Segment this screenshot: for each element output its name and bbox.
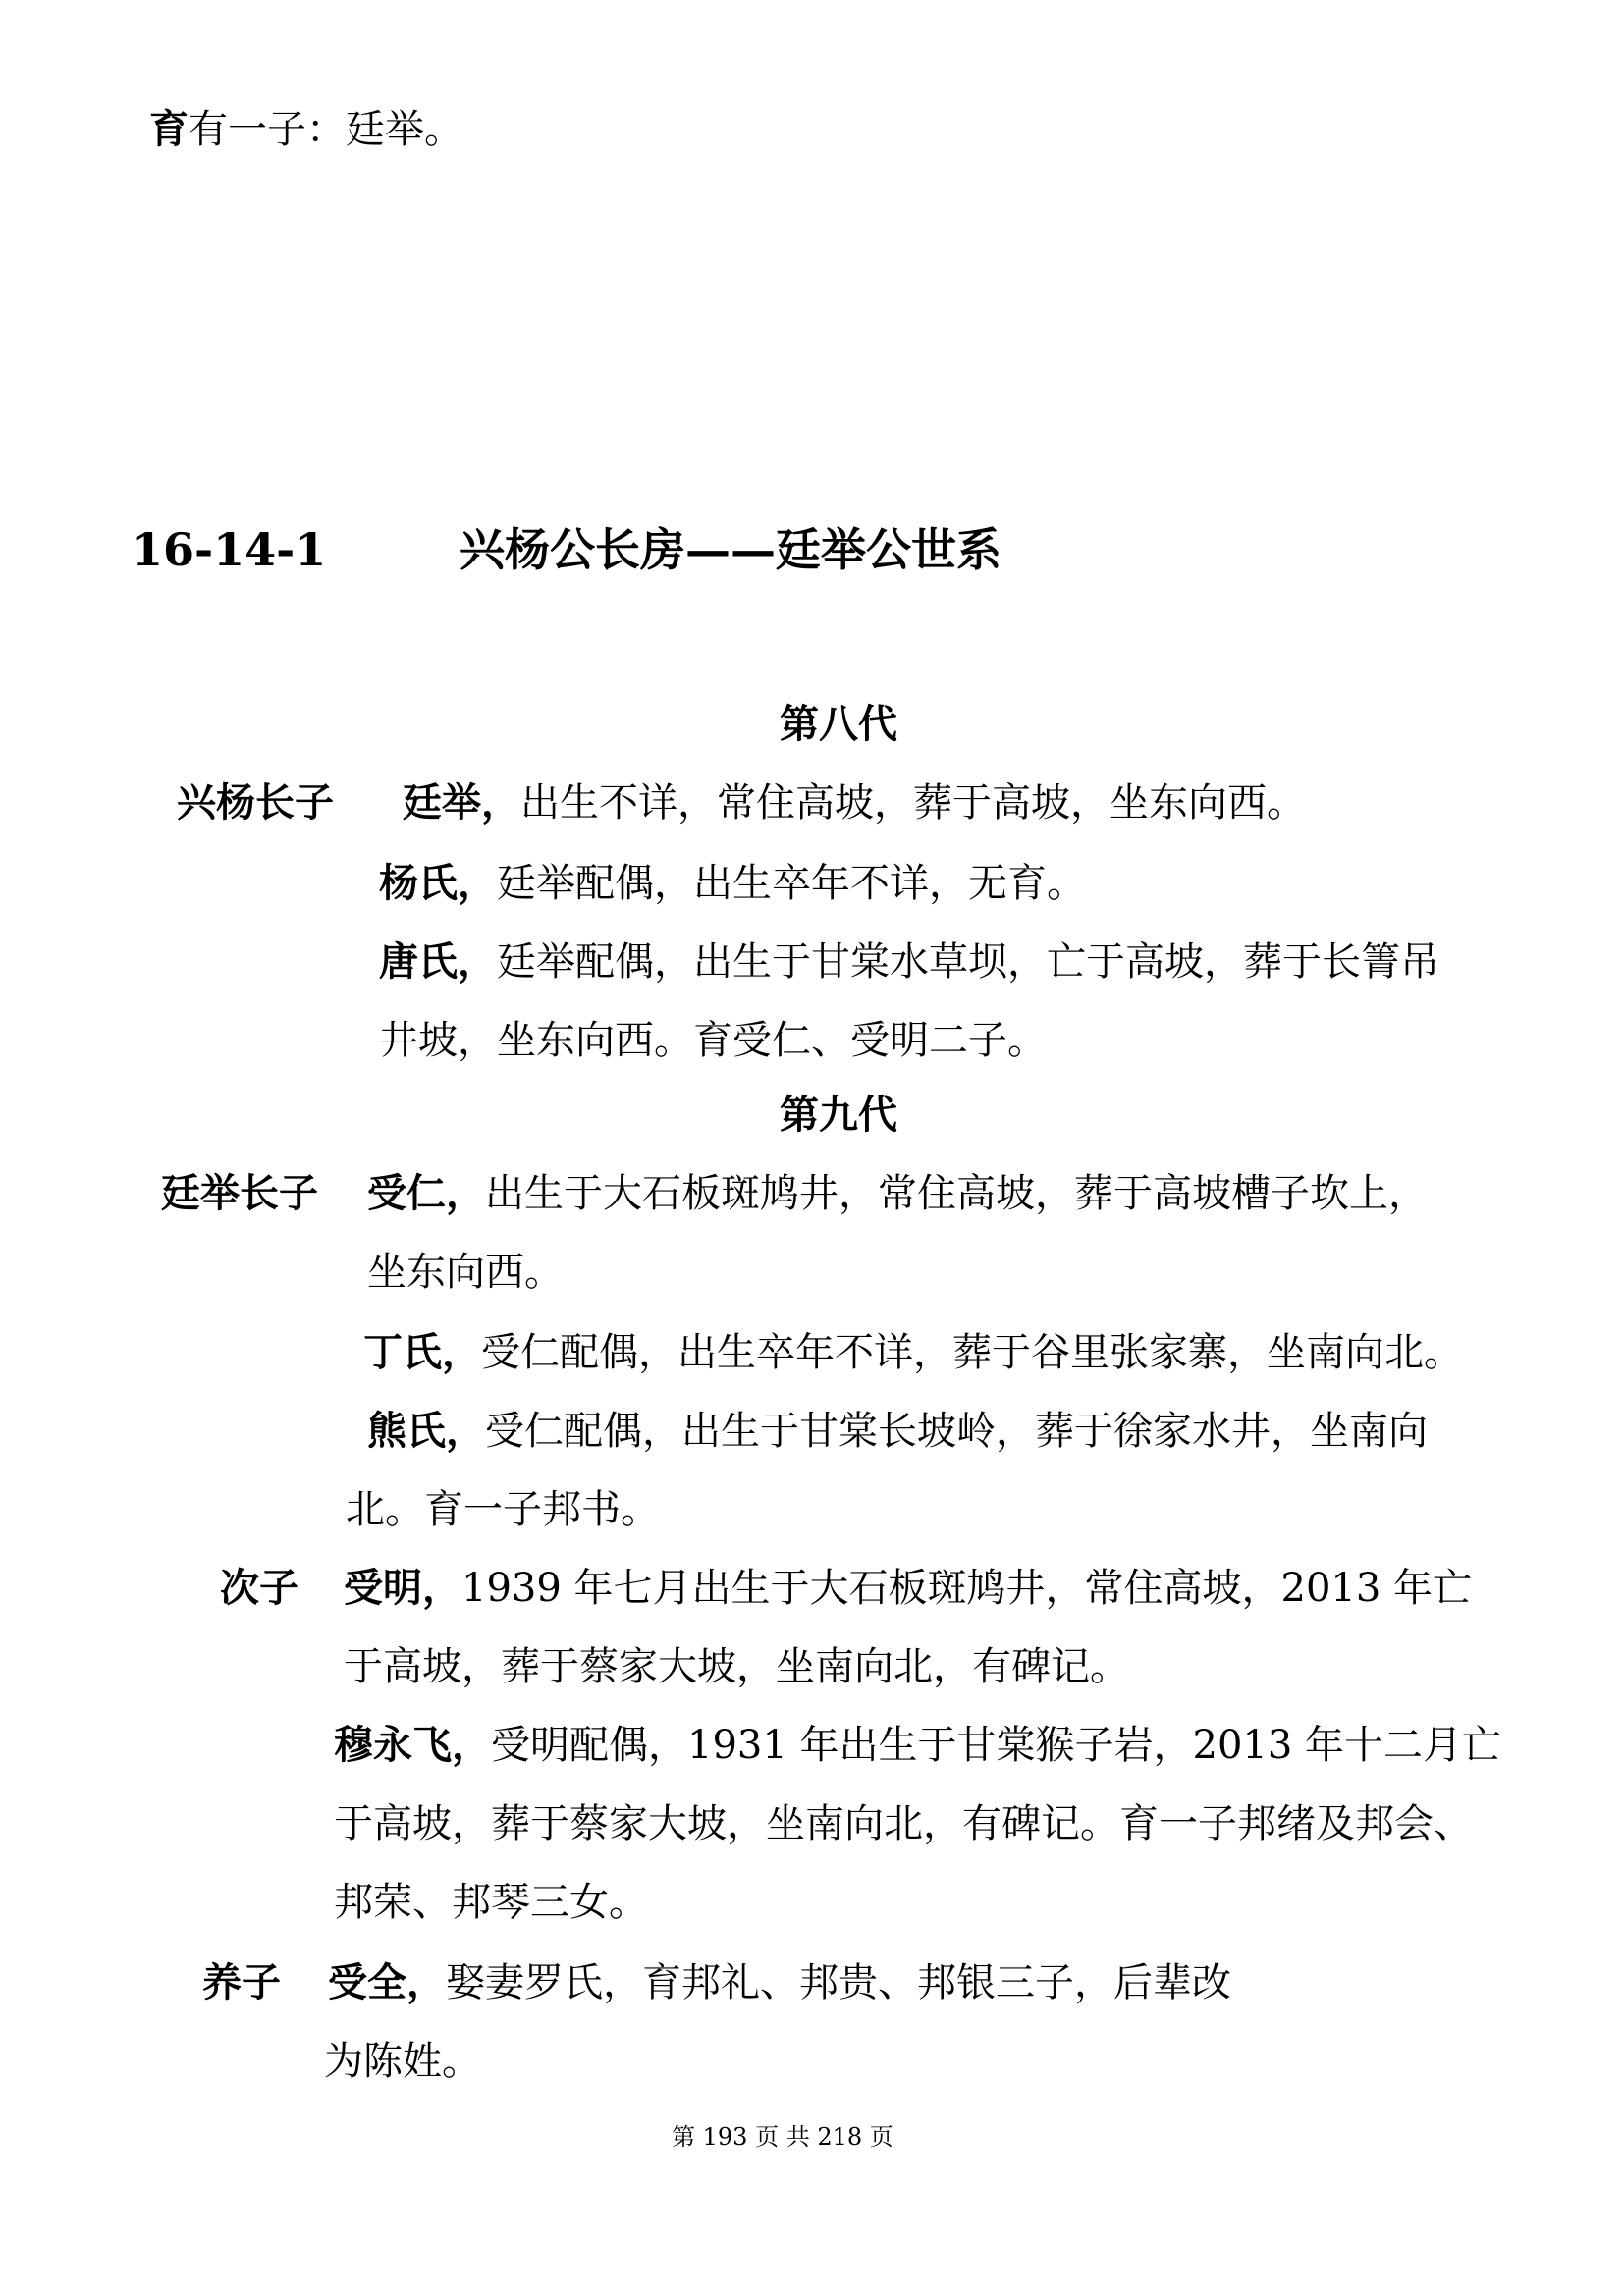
entry-text: 受仁配偶，出生于甘棠长坡岭，葬于徐家水井，坐南向 — [485, 1409, 1428, 1454]
intro-line — [149, 104, 463, 155]
entry-line — [379, 858, 1086, 909]
entry-line — [367, 1247, 564, 1298]
entry-text: 出生于大石板斑鸠井，常住高坡，葬于高坡槽子坎上， — [485, 1171, 1428, 1216]
entry-line — [346, 1484, 660, 1535]
entry-line — [344, 1563, 1472, 1614]
entry-line — [363, 1327, 1463, 1378]
entry-line — [367, 1406, 1428, 1457]
section-title: 兴杨公长房——廷举公世系 — [460, 523, 1001, 576]
person-name: 受仁， — [367, 1170, 485, 1216]
relation-label: 兴杨长子 — [177, 779, 334, 826]
entry-text: 受明配偶，1931 年出生于甘棠猴子岩，2013 年十二月亡 — [491, 1723, 1502, 1768]
entry-line — [403, 777, 1306, 828]
relation-label: 廷举长子 — [161, 1170, 318, 1216]
person-name: 熊氏， — [367, 1408, 485, 1454]
person-name: 廷举， — [403, 779, 520, 826]
entry-text: 1939 年七月出生于大石板斑鸠井，常住高坡，2013 年亡 — [461, 1566, 1473, 1611]
entry-line — [379, 936, 1439, 988]
entry-text: 为陈姓。 — [324, 2039, 481, 2084]
entry-line — [334, 1798, 1473, 1849]
intro-text: 有一子：廷举。 — [189, 107, 463, 152]
entry-text: 邦荣、邦琴三女。 — [334, 1880, 648, 1925]
entry-text: 出生不详，常住高坡，葬于高坡，坐东向西。 — [520, 780, 1306, 826]
entry-text: 于高坡，葬于蔡家大坡，坐南向北，有碑记。 — [344, 1644, 1129, 1689]
relation-label: 次子 — [220, 1565, 298, 1611]
entry-text: 井坡，坐东向西。育受仁、受明二子。 — [379, 1018, 1047, 1063]
entry-line — [328, 1957, 1231, 2008]
entry-text: 北。育一子邦书。 — [346, 1487, 660, 1532]
entry-line — [324, 2036, 481, 2087]
entry-line — [202, 1957, 281, 2008]
entry-text: 廷举配偶，出生于甘棠水草坝，亡于高坡，葬于长箐吊 — [497, 939, 1439, 985]
entry-text: 坐东向西。 — [367, 1250, 564, 1295]
entry-line — [220, 1563, 298, 1614]
generation-title: 第八代 — [780, 701, 897, 747]
entry-line — [334, 1877, 648, 1928]
entry-text: 受仁配偶，出生卒年不详，葬于谷里张家寨，坐南向北。 — [481, 1330, 1463, 1375]
person-name: 丁氏， — [363, 1329, 481, 1375]
person-name: 育 — [149, 106, 189, 152]
entry-line — [161, 1168, 318, 1219]
entry-line — [177, 777, 334, 828]
entry-text: 于高坡，葬于蔡家大坡，坐南向北，有碑记。育一子邦绪及邦会、 — [334, 1801, 1473, 1846]
section-number: 16-14-1 — [132, 523, 327, 576]
person-name: 杨氏， — [379, 860, 497, 906]
generation-title: 第九代 — [780, 1092, 897, 1138]
entry-text: 娶妻罗氏，育邦礼、邦贵、邦银三子，后辈改 — [446, 1960, 1231, 2005]
entry-line — [367, 1168, 1428, 1219]
person-name: 穆永飞， — [334, 1722, 491, 1768]
entry-line — [344, 1641, 1129, 1692]
person-name: 唐氏， — [379, 938, 497, 985]
person-name: 受全， — [328, 1959, 446, 2005]
relation-label: 养子 — [202, 1959, 281, 2005]
page-footer: 第 193 页 共 218 页 — [672, 2123, 893, 2151]
entry-line — [379, 1015, 1047, 1066]
entry-line — [334, 1720, 1501, 1771]
entry-text: 廷举配偶，出生卒年不详，无育。 — [497, 861, 1086, 906]
person-name: 受明， — [344, 1565, 461, 1611]
